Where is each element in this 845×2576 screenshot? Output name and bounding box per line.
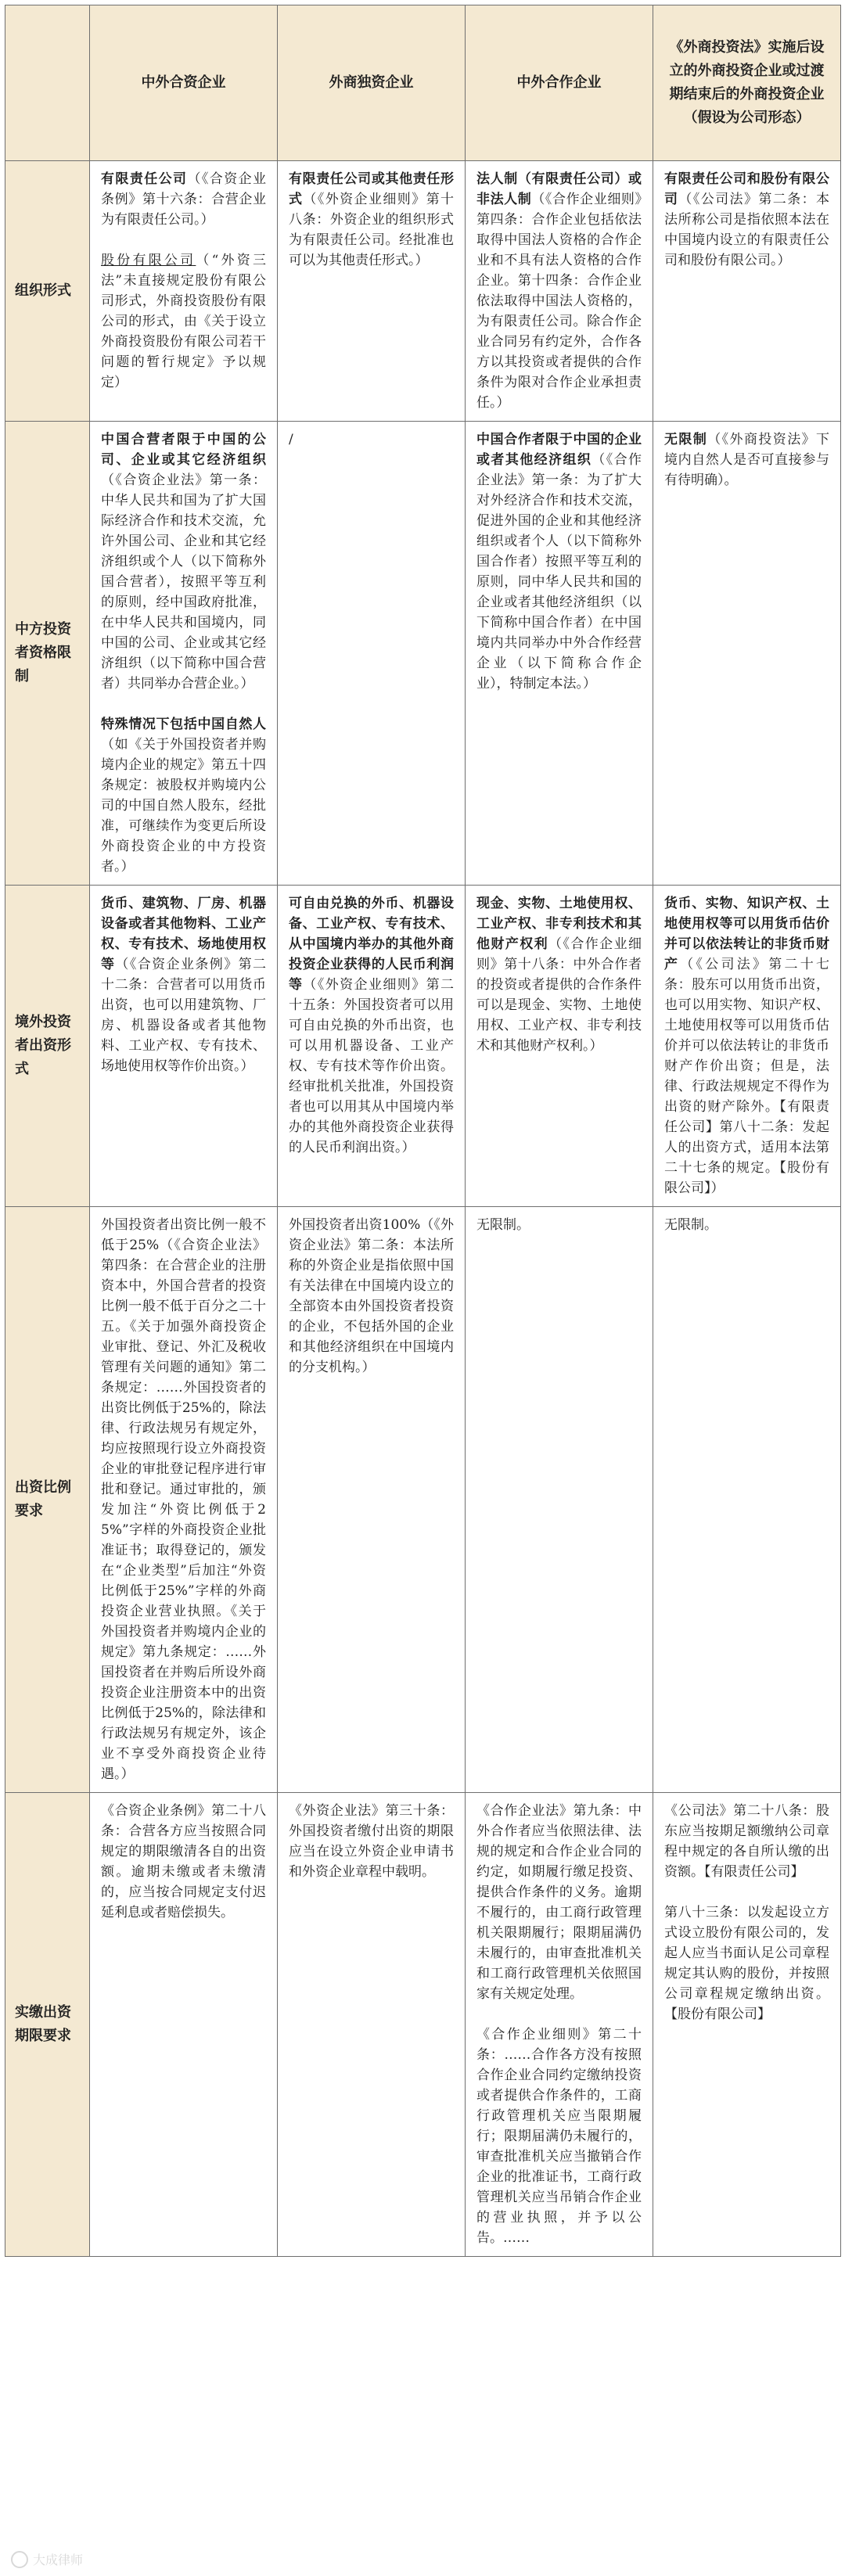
text-run: 第八十三条：以发起设立方式设立股份有限公司的，发起人应当书面认足公司章程规定其认购的股份，并按照公司章程规定缴纳出资。【股份有限公司】 <box>664 1905 829 2022</box>
row-capital-contribution-form <box>5 886 841 1207</box>
bold-text: 现金、实物、土地使用权、工业产权、非专利技术和其他财产权利 <box>476 896 642 952</box>
text-run: （“外资三法”未直接规定股份有限公司形式，外商投资股份有限公司的形式，由《关于设立外商投资股份有限公司若干问题的暂行规定》予以规定） <box>101 253 267 390</box>
text-run: 股份有限公司 <box>101 253 196 268</box>
bold-text: 无限制 <box>664 432 708 447</box>
table-header <box>5 5 841 161</box>
cell-paragraph <box>101 429 266 694</box>
cell-paragraph <box>476 1215 642 1235</box>
bold-text: 中国合作者限于中国的企业或者其他经济组织 <box>476 432 642 468</box>
row-organization-form <box>5 161 841 422</box>
cell-fil <box>653 161 841 422</box>
header-corner-cell <box>5 5 90 161</box>
cell-paragraph <box>664 1801 829 1882</box>
text-run: （如《关于外国投资者并购境内企业的规定》第五十四条规定：被股权并购境内公司的中国自然人股东，经批准，可继续作为变更后所设外商投资企业的中方投资者。） <box>101 737 266 875</box>
text-run: 外国投资者出资100%（《外资企业法》第二条：本法所称的外资企业是指依照中国有关法律在中国境内设立的全部资本由外国投资者投资的企业，不包括外国的企业和其他经济组织在中国境内的分支机构。） <box>289 1217 454 1375</box>
cell-paragraph <box>664 169 829 271</box>
watermark <box>11 2550 83 2568</box>
cell-cjv <box>466 886 653 1207</box>
text-run: 无限制。 <box>476 1217 530 1233</box>
bold-text: 特殊情况下包括中国自然人 <box>101 717 266 732</box>
bold-text: 有限责任公司和股份有限公司 <box>664 171 829 207</box>
cell-paragraph <box>476 169 642 413</box>
cell-paragraph <box>476 1801 642 2004</box>
row-label: 中方投资者资格限制 <box>5 422 90 886</box>
cell-cjv <box>466 422 653 886</box>
cell-cjv <box>466 1207 653 1793</box>
cell-paragraph <box>289 1801 454 1882</box>
cell-paragraph <box>289 429 454 450</box>
cell-paragraph <box>664 429 829 490</box>
watermark-text: 大成律师 <box>33 2553 84 2567</box>
cell-jv <box>90 1793 278 2257</box>
text-run: 《合资企业条例》第二十八条：合营各方应当按照合同规定的期限缴清各自的出资额。逾期未缴或者未缴清的，应当按合同规定支付迟延利息或者赔偿损失。 <box>101 1803 266 1920</box>
cell-paragraph <box>289 893 454 1158</box>
cell-jv <box>90 422 278 886</box>
row-chinese-investor-qualification <box>5 422 841 886</box>
cell-paragraph <box>101 250 266 393</box>
cell-wfoe <box>278 1793 466 2257</box>
bold-text: 可自由兑换的外币、机器设备、工业产权、专有技术、从中国境内举办的其他外商投资企业获得的人民币利润等 <box>289 896 454 993</box>
bold-text: 有限责任公司或其他责任形式 <box>289 171 454 207</box>
cell-paragraph <box>476 893 642 1056</box>
text-run: （《外资企业细则》第二十五条：外国投资者可以用可自由兑换的外币出资，也可以用机器设备、工业产权、专有技术等作价出资。经审批机关批准，外国投资者也可以用其从中国境内举办的其他外商投资企业获得的人民币利润出资。） <box>289 977 455 1155</box>
header-jv-enterprise: 中外合资企业 <box>90 5 278 161</box>
text-run: 《外资企业法》第三十条：外国投资者缴付出资的期限应当在设立外资企业申请书和外资企业章程中载明。 <box>289 1803 454 1880</box>
table-header-row <box>5 5 841 161</box>
cell-paragraph <box>101 714 266 877</box>
bold-text: 法人制（有限责任公司）或非法人制 <box>476 171 642 207</box>
row-paid-in-capital-deadline <box>5 1793 841 2257</box>
row-label: 境外投资者出资形式 <box>5 886 90 1207</box>
text-run: 《合作企业细则》第二十条：……合作各方没有按照合作企业合同约定缴纳投资或者提供合作条件的，工商行政管理机关应当限期履行；限期届满仍未履行的，审查批准机关应当撤销合作企业的批准证书，工商行政管理机关应当吊销合作企业的营业执照，并予以公告。…… <box>476 2027 642 2246</box>
cell-paragraph <box>101 169 266 230</box>
cell-paragraph <box>664 893 829 1198</box>
text-run: （《合作企业细则》第四条：合作企业包括依法取得中国法人资格的合作企业和不具有法人资格的合作企业。第十四条：合作企业依法取得中国法人资格的，为有限责任公司。除合作企业合同另有约定外，合作各方以其投资或者提供的合作条件为限对合作企业承担责任。） <box>476 192 642 411</box>
text-run: 无限制。 <box>664 1217 717 1233</box>
header-wholly-foreign-owned: 外商独资企业 <box>278 5 466 161</box>
row-label: 组织形式 <box>5 161 90 422</box>
text-run: （《外商投资法》下境内自然人是否可直接参与有待明确）。 <box>664 432 830 488</box>
cell-paragraph <box>476 2025 642 2248</box>
cell-fil <box>653 1793 841 2257</box>
row-label: 出资比例要求 <box>5 1207 90 1793</box>
cell-paragraph <box>101 1215 266 1784</box>
header-fil-enterprise: 《外商投资法》实施后设立的外商投资企业或过渡期结束后的外商投资企业（假设为公司形态） <box>653 5 841 161</box>
comparison-table <box>5 5 841 2257</box>
cell-fil <box>653 1207 841 1793</box>
watermark-logo-icon <box>11 2551 28 2568</box>
text-run: （《公司法》第二条：本法所称公司是指依照本法在中国境内设立的有限责任公司和股份有限公司。） <box>664 192 830 268</box>
text-run: （《公司法》第二十七条：股东可以用货币出资，也可以用实物、知识产权、土地使用权等可以用货币估价并可以依法转让的非货币财产作价出资；但是，法律、行政法规规定不得作为出资的财产除外。【有限责任公司】第八十二条：发起人的出资方式，适用本法第二十七条的规定。【股份有限公司】） <box>664 957 829 1196</box>
row-label: 实缴出资期限要求 <box>5 1793 90 2257</box>
text-run: / <box>289 432 293 447</box>
bold-text: 货币、建筑物、厂房、机器设备或者其他物料、工业产权、专有技术、场地使用权等 <box>101 896 266 972</box>
cell-paragraph <box>476 429 642 694</box>
text-run: （《合资企业条例》第二十二条：合营者可以用货币出资，也可以用建筑物、厂房、机器设备或者其他物料、工业产权、专有技术、场地使用权等作价出资。） <box>101 957 267 1074</box>
text-run: （《合资企业条例》第十六条：合营企业为有限责任公司。） <box>101 171 267 228</box>
cell-wfoe <box>278 422 466 886</box>
cell-wfoe <box>278 161 466 422</box>
cell-paragraph <box>289 169 454 271</box>
cell-paragraph <box>101 1801 266 1923</box>
cell-jv <box>90 1207 278 1793</box>
header-cooperative-enterprise: 中外合作企业 <box>466 5 653 161</box>
cell-paragraph <box>664 1902 829 2025</box>
cell-paragraph <box>289 1215 454 1378</box>
cell-cjv <box>466 1793 653 2257</box>
cell-cjv <box>466 161 653 422</box>
cell-fil <box>653 886 841 1207</box>
text-run: （《合作企业法》第一条：为了扩大对外经济合作和技术交流，促进外国的企业和其他经济组织或者个人（以下简称外国合作者）按照平等互利的原则，同中华人民共和国的企业或者其他经济组织（以下简称中国合作者）在中国境内共同举办中外合作经营企业（以下简称合作企业），特制定本法。） <box>476 452 642 692</box>
cell-jv <box>90 886 278 1207</box>
row-equity-ratio-requirement <box>5 1207 841 1793</box>
text-run: 《合作企业法》第九条：中外合作者应当依照法律、法规的规定和合作企业合同的约定，如期履行缴足投资、提供合作条件的义务。逾期不履行的，由工商行政管理机关限期履行；限期届满仍未履行的，由审查批准机关和工商行政管理机关依照国家有关规定处理。 <box>476 1803 642 2002</box>
cell-paragraph <box>664 1215 829 1235</box>
cell-jv <box>90 161 278 422</box>
cell-wfoe <box>278 1207 466 1793</box>
text-run: （《合作企业细则》第十八条：中外合作者的投资或者提供的合作条件可以是现金、实物、土地使用权、工业产权、非专利技术和其他财产权利。） <box>476 936 642 1054</box>
text-run: （《合资企业法》第一条：中华人民共和国为了扩大国际经济合作和技术交流，允许外国公司、企业和其它经济组织或个人（以下简称外国合营者），按照平等互利的原则，经中国政府批准，在中华人民共和国境内，同中国的公司、企业或其它经济组织（以下简称中国合营者）共同举办合营企业。） <box>101 472 266 692</box>
text-run: 《公司法》第二十八条：股东应当按期足额缴纳公司章程中规定的各自所认缴的出资额。【有限责任公司】 <box>664 1803 829 1880</box>
cell-fil <box>653 422 841 886</box>
bold-text: 货币、实物、知识产权、土地使用权等可以用货币估价并可以依法转让的非货币财产 <box>664 896 829 972</box>
cell-paragraph <box>101 893 266 1076</box>
bold-text: 中国合营者限于中国的公司、企业或其它经济组织 <box>101 432 266 468</box>
bold-text: 有限责任公司 <box>101 171 188 187</box>
text-run: 外国投资者出资比例一般不低于25%（《合资企业法》第四条：在合营企业的注册资本中，外国合营者的投资比例一般不低于百分之二十五。《关于加强外商投资企业审批、登记、外汇及税收管理有关问题的通知》第二条规定：……外国投资者的出资比例低于25%的，除法律、行政法规另有规定外，均应按照现行设立外商投资企业的审批登记程序进行审批和登记。通过审批的，颁发加注“外资比例低于25%”字样的外商投资企业批准证书；取得登记的，颁发在“企业类型”后加注“外资比例低于25%”字样的外商投资企业营业执照。《关于外国投资者并购境内企业的规定》第九条规定：……外国投资者在并购后所设外商投资企业注册资本中的出资比例低于25%的，除法律和行政法规另有规定外，该企业不享受外商投资企业待遇。） <box>101 1217 266 1782</box>
text-run: （《外资企业细则》第十八条：外资企业的组织形式为有限责任公司。经批准也可以为其他责任形式。） <box>289 192 455 268</box>
cell-wfoe <box>278 886 466 1207</box>
table-body <box>5 161 841 2257</box>
